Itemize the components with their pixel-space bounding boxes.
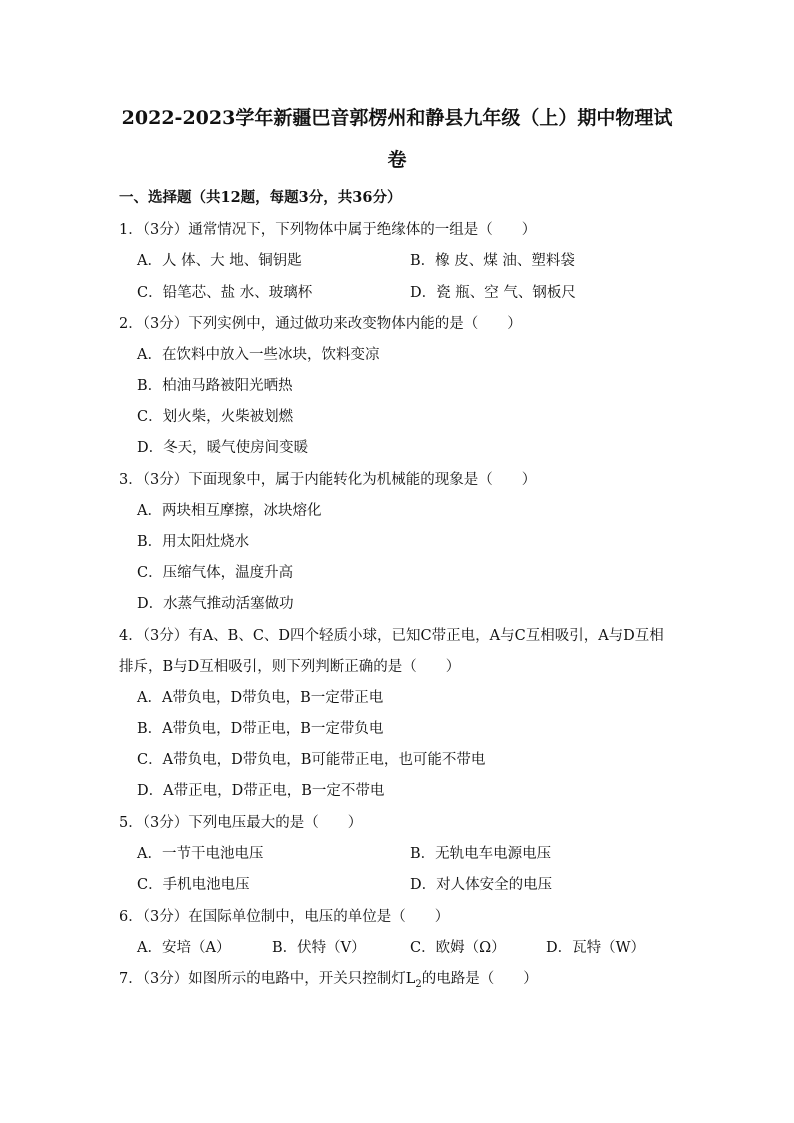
- question-7-stem-text-end: 的电路是（ ）: [421, 971, 538, 987]
- question-3-stem: 3．（3分）下面现象中，属于内能转化为机械能的现象是（ ）: [119, 472, 537, 488]
- question-3-option-d: D．水蒸气推动活塞做功: [137, 596, 294, 612]
- section-heading-choice: 一、选择题（共12题，每题3分，共36分）: [119, 189, 402, 206]
- question-4-option-d: D．A带正电，D带正电，B一定不带电: [137, 783, 385, 799]
- question-6-option-d: D．瓦特（W）: [546, 940, 646, 956]
- question-6-option-a: A．安培（A）: [137, 940, 231, 956]
- question-5-option-b: B．无轨电车电源电压: [410, 846, 552, 862]
- question-5-stem: 5．（3分）下列电压最大的是（ ）: [119, 815, 363, 831]
- question-6-option-c: C．欧姆（Ω）: [410, 940, 506, 956]
- question-4-option-b: B．A带负电，D带正电，B一定带负电: [137, 721, 384, 737]
- question-6-stem: 6．（3分）在国际单位制中，电压的单位是（ ）: [119, 909, 450, 925]
- question-4-option-a: A．A带负电，D带负电，B一定带正电: [137, 690, 384, 706]
- question-5-option-d: D．对人体安全的电压: [410, 877, 553, 893]
- question-3-option-a: A．两块相互摩擦，冰块熔化: [137, 503, 322, 519]
- question-3-option-b: B．用太阳灶烧水: [137, 534, 250, 550]
- question-1-option-d: D．瓷 瓶、空 气、钢板尺: [410, 285, 576, 301]
- question-4-stem-continued: 排斥，B与D互相吸引，则下列判断正确的是（ ）: [119, 659, 461, 675]
- question-6-option-b: B．伏特（V）: [272, 940, 366, 956]
- question-1-option-b: B．橡 皮、煤 油、塑料袋: [410, 253, 575, 269]
- question-5-option-c: C．手机电池电压: [137, 877, 250, 893]
- question-3-option-c: C．压缩气体，温度升高: [137, 565, 294, 581]
- question-2-option-a: A．在饮料中放入一些冰块，饮料变凉: [137, 347, 380, 363]
- question-4-stem: 4．（3分）有A、B、C、D四个轻质小球，已知C带正电，A与C互相吸引，A与D互相: [119, 628, 664, 644]
- question-7-subscript: 2: [415, 978, 422, 990]
- question-7-stem-text: 7．（3分）如图所示的电路中，开关只控制灯L: [119, 971, 416, 987]
- question-2-option-c: C．划火柴，火柴被划燃: [137, 409, 294, 425]
- question-7-stem: [119, 967, 538, 990]
- question-1-option-a: A．人 体、大 地、铜钥匙: [137, 253, 302, 269]
- question-2-option-b: B．柏油马路被阳光晒热: [137, 378, 293, 394]
- question-4-option-c: C．A带负电，D带负电，B可能带正电，也可能不带电: [137, 752, 486, 768]
- question-1-option-c: C．铅笔芯、盐 水、玻璃杯: [137, 285, 313, 301]
- exam-title-line1: 2022-2023学年新疆巴音郭楞州和静县九年级（上）期中物理试: [121, 107, 673, 129]
- question-1-stem: 1．（3分）通常情况下，下列物体中属于绝缘体的一组是（ ）: [119, 222, 537, 238]
- question-5-option-a: A．一节干电池电压: [137, 846, 264, 862]
- question-2-option-d: D．冬天，暖气使房间变暖: [137, 440, 309, 456]
- exam-title-line2: 卷: [387, 149, 407, 171]
- question-2-stem: 2．（3分）下列实例中，通过做功来改变物体内能的是（ ）: [119, 316, 522, 332]
